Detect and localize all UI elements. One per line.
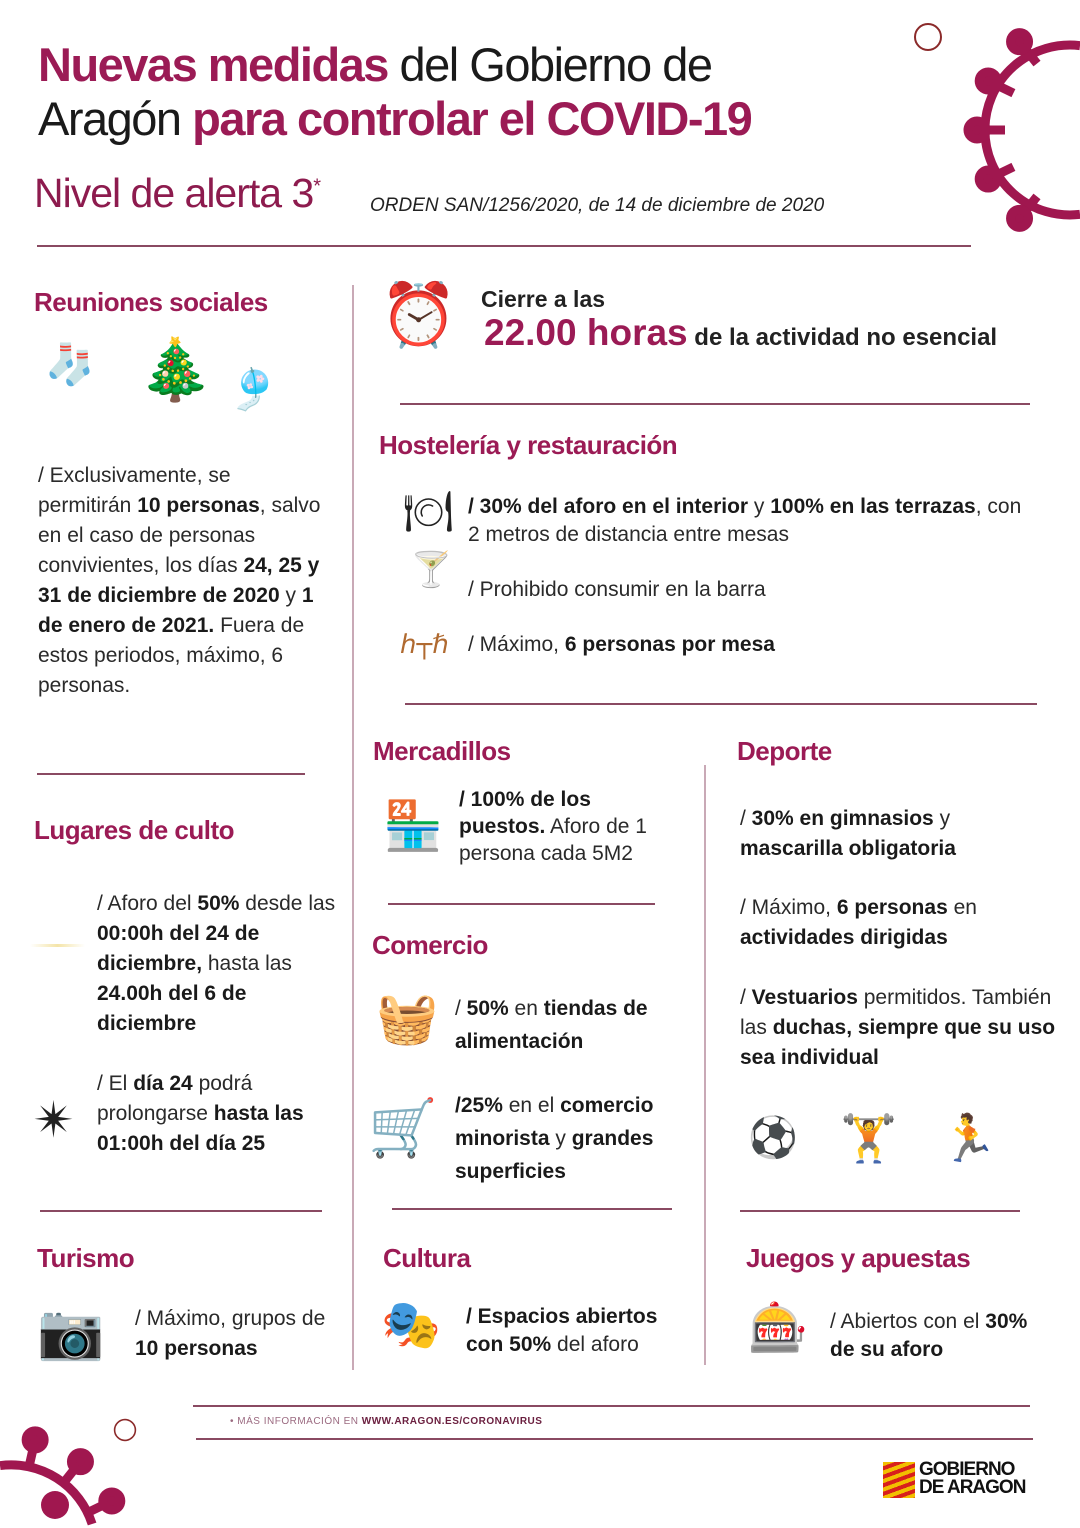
bold-text: duchas, siempre que su uso sea individual xyxy=(740,1016,1056,1069)
virus-small-icon xyxy=(903,12,953,62)
section-title-mercadillos: Mercadillos xyxy=(373,736,511,766)
text: / Exclusivamente, se permitirán xyxy=(38,464,231,517)
bold-text: comercio minorista xyxy=(455,1094,654,1150)
title-bold: para controlar el COVID-19 xyxy=(192,92,752,145)
virus-spike-tip xyxy=(1011,209,1029,227)
bold-text: 10 personas xyxy=(135,1337,258,1360)
cocktail-icon: 🍸 xyxy=(410,551,453,589)
divider xyxy=(400,403,1030,405)
theater-masks-icon: 🎭 xyxy=(381,1299,441,1352)
bold-text: Vestuarios xyxy=(751,986,858,1009)
closing-line2 xyxy=(484,312,997,354)
juegos-text xyxy=(830,1308,1030,1364)
column-divider xyxy=(352,285,354,1370)
weightlifter-icon: 🏋 xyxy=(840,1112,898,1164)
bold-text: 1 de enero de 2021. xyxy=(38,584,314,637)
divider xyxy=(193,1405,1030,1407)
text: permitidos. También las xyxy=(740,986,1052,1039)
virus-spike-tip xyxy=(71,1453,89,1471)
bold-text: 50% xyxy=(197,892,240,915)
divider xyxy=(740,1210,1020,1212)
camera-icon: 📷 xyxy=(37,1302,105,1362)
bold-text: 24.00h del 6 de diciembre xyxy=(97,982,247,1035)
text: / xyxy=(740,807,752,830)
text: / Máximo, xyxy=(468,633,565,656)
cloche-icon: 🍽 xyxy=(403,490,454,534)
divider xyxy=(40,1210,322,1212)
aragon-flag-icon xyxy=(883,1462,915,1498)
text: / xyxy=(740,986,752,1009)
text: y xyxy=(748,495,771,518)
star-icon: ✴ xyxy=(33,1092,75,1148)
virus-spike-tip xyxy=(979,170,997,188)
bold-text: / Espacios abiertos con 50% xyxy=(466,1305,658,1356)
bold-text: 10 personas xyxy=(137,494,260,517)
text: y xyxy=(549,1127,572,1150)
virus-spike-tip xyxy=(979,72,997,90)
text: hasta las xyxy=(202,952,292,975)
divider xyxy=(392,1208,672,1210)
virus-spike-tip xyxy=(968,121,986,139)
more-info-link[interactable]: WWW.ARAGON.ES/CORONAVIRUS xyxy=(361,1416,543,1427)
stocking-icon: 🧦 xyxy=(45,343,95,387)
text: Aforo de 1 persona cada 5M2 xyxy=(459,815,647,865)
table-chairs-icon: ℎ┬ℏ xyxy=(400,630,449,660)
food-basket-icon: 🧺 xyxy=(376,990,439,1046)
text: / Prohibido consumir en la barra xyxy=(468,578,766,601)
bold-text: 30% de su aforo xyxy=(830,1310,1028,1361)
text: podrá prolongarse xyxy=(97,1072,253,1125)
christmas-tree-icon: 🎄 xyxy=(138,336,213,403)
divider xyxy=(196,1438,1033,1440)
more-info: • MÁS INFORMACIÓN EN WWW.ARAGON.ES/CORONAVIRUS xyxy=(230,1416,543,1427)
bold-text: 30% en gimnasios xyxy=(751,807,934,830)
bold-text: 100% en las terrazas xyxy=(770,495,976,518)
text: en xyxy=(947,896,977,919)
bold-text: 50% xyxy=(466,997,509,1020)
bold-text: /25% xyxy=(455,1094,503,1117)
order-reference: ORDEN SAN/1256/2020, de 14 de diciembre de 2020 xyxy=(370,195,825,216)
bold-text: 24, 25 y 31 de diciembre de 2020 xyxy=(38,554,320,607)
comercio-item xyxy=(455,992,695,1058)
text: / Aforo del xyxy=(97,892,198,915)
virus-spike-tip xyxy=(103,1492,121,1510)
section-title-cultura: Cultura xyxy=(383,1243,471,1273)
government-logo xyxy=(919,1461,1025,1497)
title-bold: Nuevas medidas xyxy=(38,38,388,91)
text: / Abiertos con el xyxy=(830,1310,986,1333)
virus-large-icon xyxy=(940,0,1080,260)
text: y xyxy=(933,807,951,830)
deporte-text-3 xyxy=(740,983,1060,1073)
section-title-culto: Lugares de culto xyxy=(34,815,235,845)
text: del aforo xyxy=(551,1333,639,1356)
divider xyxy=(37,245,971,247)
logo-line: DE ARAGON xyxy=(919,1477,1026,1498)
text: / El xyxy=(97,1072,134,1095)
culto-text-2 xyxy=(97,1069,337,1159)
bold-text: hasta las 01:00h del día 25 xyxy=(97,1102,304,1155)
alarm-clock-icon: ⏰ xyxy=(380,281,458,350)
bold-text: día 24 xyxy=(133,1072,193,1095)
divider xyxy=(388,903,655,905)
deporte-text-2 xyxy=(740,893,1040,953)
shopping-cart-icon: 🛒 xyxy=(368,1096,438,1159)
bold-text: grandes superficies xyxy=(455,1127,654,1183)
alert-level-text: Nivel de alerta 3 xyxy=(34,170,314,216)
hosteleria-item xyxy=(468,575,766,605)
comercio-item xyxy=(455,1089,700,1188)
deporte-text-1 xyxy=(740,804,1040,864)
text: / Máximo, xyxy=(740,896,837,919)
closing-line1: Cierre a las xyxy=(481,286,606,312)
asterisk: * xyxy=(313,175,321,198)
runner-icon: 🏃 xyxy=(940,1112,998,1164)
divider xyxy=(37,773,305,775)
bold-text: / 100% de los puestos. xyxy=(459,788,591,838)
logo-line: GOBIERNO xyxy=(919,1459,1015,1480)
section-title-juegos: Juegos y apuestas xyxy=(746,1243,971,1273)
virus-small-icon xyxy=(105,1410,145,1450)
section-title-deporte: Deporte xyxy=(737,736,832,766)
ornaments-icon: 🎐 xyxy=(228,368,278,412)
page-title xyxy=(38,38,751,146)
section-title-hosteleria: Hostelería y restauración xyxy=(379,430,678,460)
closing-time: 22.00 horas xyxy=(484,312,688,353)
text: / xyxy=(455,997,467,1020)
text: , salvo en el caso de personas convivientes, los días xyxy=(38,494,321,577)
title-part: del Gobierno de xyxy=(387,38,712,91)
text: desde las xyxy=(239,892,336,915)
text: / Máximo, grupos de xyxy=(135,1307,326,1330)
text: en xyxy=(508,997,544,1020)
text: Fuera de estos periodos, máximo, 6 personas. xyxy=(38,614,305,697)
soccer-ball-icon: ⚽ xyxy=(748,1116,798,1160)
culto-text-1 xyxy=(97,889,345,1039)
bold-text: 00:00h del 24 de diciembre, xyxy=(97,922,260,975)
closing-rest: de la actividad no esencial xyxy=(687,324,998,351)
bold-text: actividades dirigidas xyxy=(740,926,948,949)
text: y xyxy=(279,584,302,607)
bold-text: 6 personas por mesa xyxy=(564,633,775,656)
bold-text: mascarilla obligatoria xyxy=(740,837,956,860)
virus-spike-tip xyxy=(26,1431,44,1449)
cultura-text xyxy=(466,1303,696,1359)
text: , con 2 metros de distancia entre mesas xyxy=(468,495,1022,546)
section-title-reuniones: Reuniones sociales xyxy=(34,287,268,317)
glow-icon xyxy=(30,944,85,947)
title-part: Aragón xyxy=(38,92,193,145)
more-info-label: MÁS INFORMACIÓN EN xyxy=(237,1416,362,1427)
bold-text: / 30% del aforo en el interior xyxy=(468,495,749,518)
turismo-text xyxy=(135,1304,335,1364)
text: en el xyxy=(502,1094,561,1117)
virus-spike-tip xyxy=(1011,33,1029,51)
divider xyxy=(405,703,1037,705)
section-title-turismo: Turismo xyxy=(37,1243,135,1273)
column-divider xyxy=(704,765,706,1365)
mercadillos-text xyxy=(459,786,674,867)
market-stall-icon: 🏪 xyxy=(383,800,443,853)
hosteleria-item xyxy=(468,630,775,660)
casino-chips-icon: 🎰 xyxy=(748,1302,808,1355)
hosteleria-item xyxy=(468,493,1038,549)
bold-text: tiendas de alimentación xyxy=(455,997,648,1053)
section-title-comercio: Comercio xyxy=(372,930,488,960)
bold-text: 6 personas xyxy=(836,896,948,919)
alert-level xyxy=(34,170,320,217)
reuniones-text xyxy=(38,461,323,701)
